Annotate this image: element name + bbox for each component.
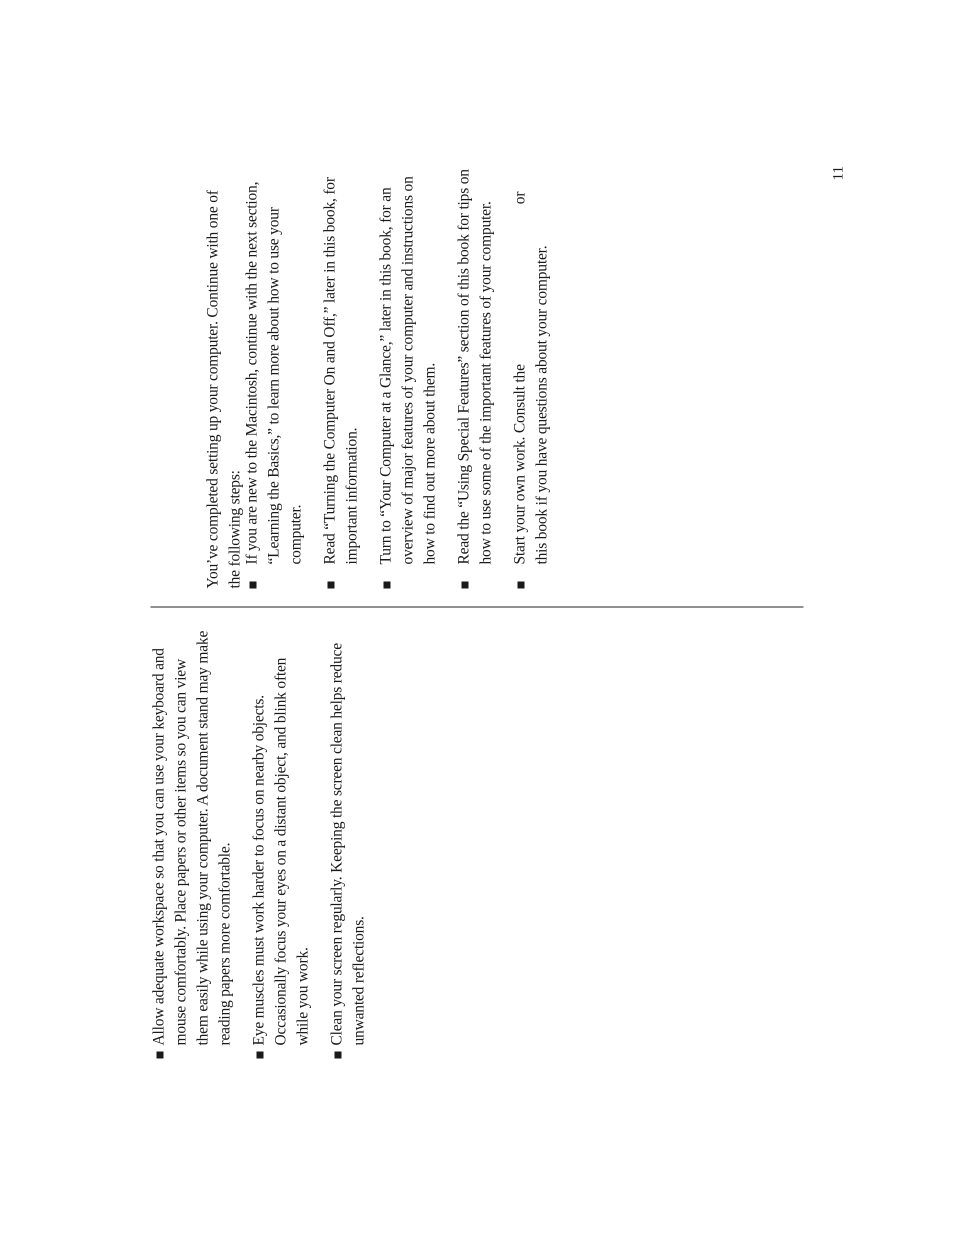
last-item-part1: Start your own work. Consult the — [511, 363, 528, 564]
bullet-square-icon — [383, 581, 390, 588]
list-item — [319, 164, 363, 564]
bullet-square-icon — [249, 581, 256, 588]
bullet-square-icon — [517, 581, 524, 588]
list-item-text: Turn to “Your Computer at a Glance,” later in this book, for an overview of major features of your computer and instructions on how to find out more about them. — [377, 175, 438, 564]
list-item — [453, 164, 497, 564]
list-item — [326, 625, 370, 1045]
bullet-square-icon — [327, 581, 334, 588]
list-item-text: Read the “Using Special Features” section of this book for tips on how to use some of the important features of your computer. — [455, 168, 494, 564]
left-bullet-list — [148, 625, 370, 1045]
right-bullet-list — [241, 164, 553, 564]
list-item-text — [509, 164, 553, 564]
list-item — [248, 625, 314, 1045]
bullet-square-icon — [256, 1051, 263, 1058]
page-number: 11 — [830, 165, 846, 180]
last-item-part3: this book if you have questions about your computer. — [533, 245, 550, 564]
list-item-text: If you are new to the Macintosh, continue with the next section, “Learning the Basics,” to learn more about how to use your computer. — [243, 181, 304, 564]
list-item — [241, 164, 307, 564]
list-item-text: Clean your screen regularly. Keeping the screen clean helps reduce unwanted reflections. — [328, 642, 367, 1045]
bullet-square-icon — [461, 581, 468, 588]
intro-paragraph: You’ve completed setting up your computer. Continue with one of the following steps: — [203, 189, 243, 588]
list-item-text: Eye muscles must work harder to focus on nearby objects. Occasionally focus your eyes on a distant object, and blink often while you work. — [250, 657, 311, 1045]
bullet-square-icon — [334, 1051, 341, 1058]
list-item-text: Read “Turning the Computer On and Off,” later in this book, for important information. — [321, 176, 360, 564]
bullet-square-icon — [156, 1051, 163, 1058]
list-item — [375, 164, 441, 564]
list-item — [509, 164, 553, 564]
last-item-part2: or — [511, 191, 528, 204]
list-item — [148, 625, 236, 1045]
list-item-text: Allow adequate workspace so that you can use your keyboard and mouse comfortably. Place papers or other items so you can view them easily while using your computer. A document stand may make reading papers more comfortable. — [150, 630, 233, 1045]
column-divider — [150, 606, 803, 607]
